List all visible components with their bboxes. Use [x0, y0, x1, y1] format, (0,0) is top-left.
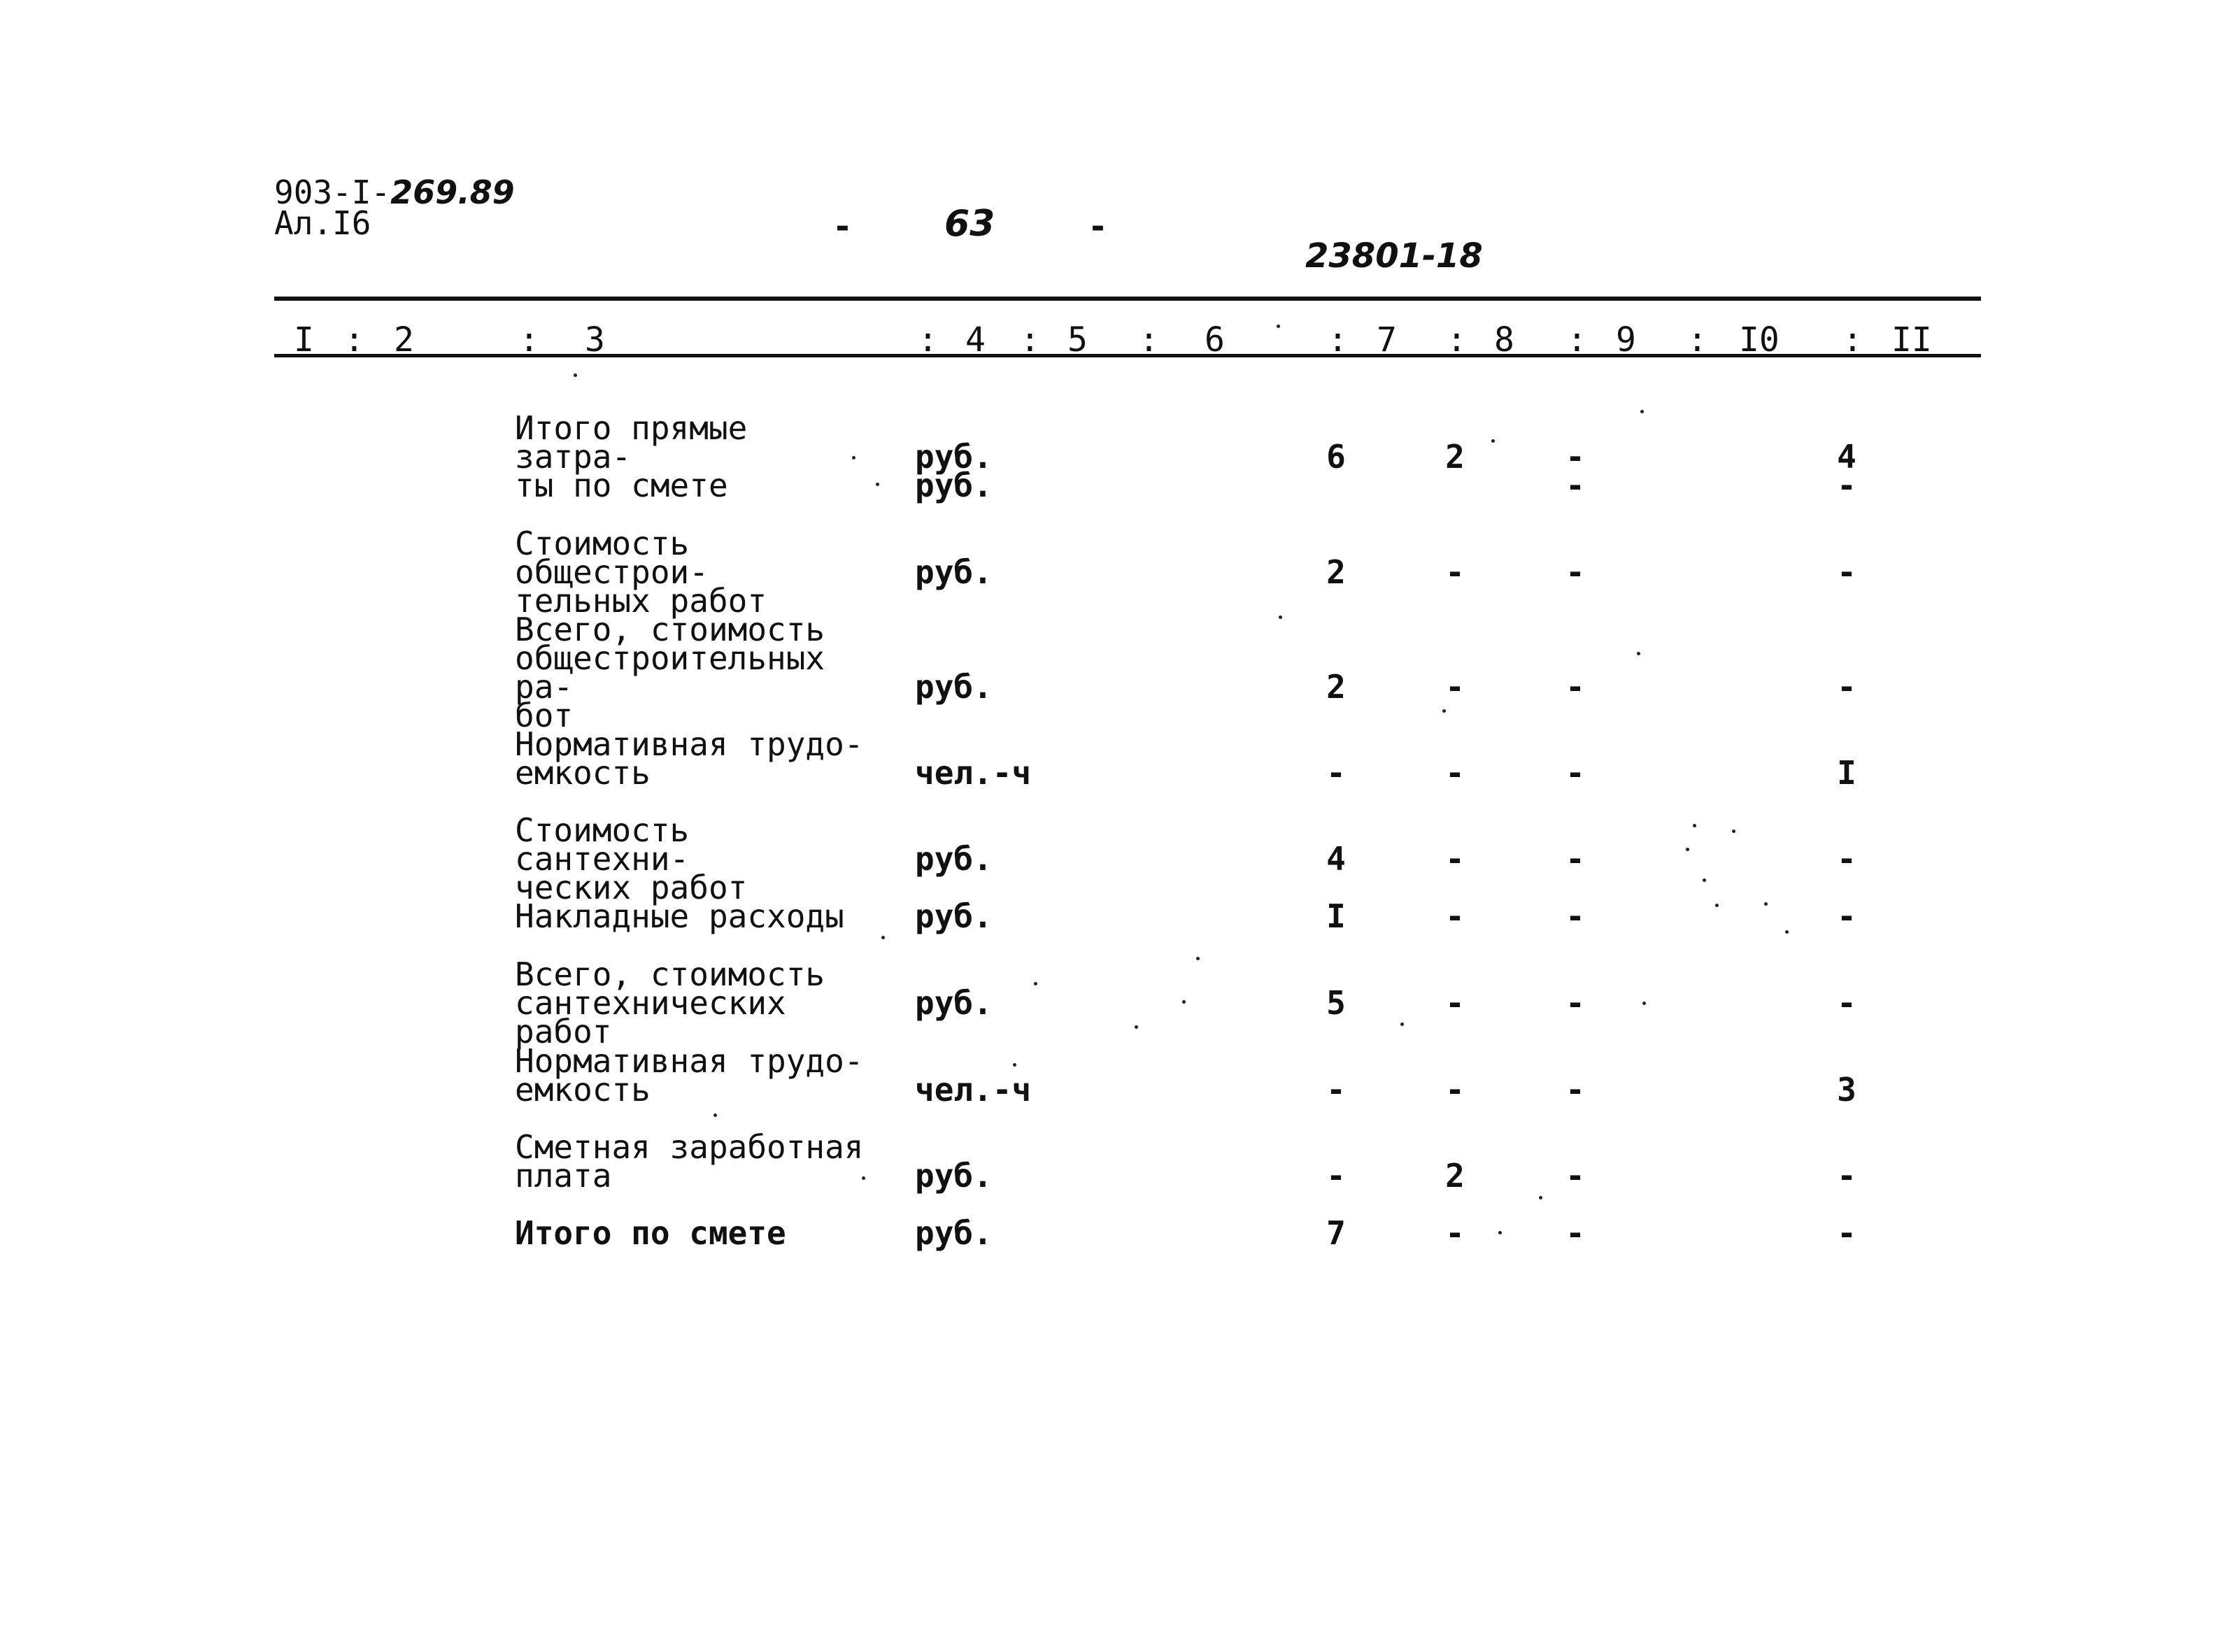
- row-col8-value: -: [1445, 840, 1465, 878]
- column-separator: :: [1139, 320, 1159, 359]
- row-col11-value: -: [1837, 984, 1856, 1022]
- scan-speck: [1034, 982, 1037, 985]
- column-header: 2: [394, 320, 414, 359]
- row-col7-value: 2: [1326, 553, 1346, 591]
- scan-speck: [574, 373, 577, 377]
- scan-speck: [1400, 1023, 1404, 1026]
- column-header: 5: [1067, 320, 1088, 359]
- column-header: 9: [1616, 320, 1636, 359]
- archive-number: 23801-18: [1305, 236, 1483, 276]
- scan-speck: [1277, 325, 1280, 328]
- row-description: Итого по смете: [515, 1214, 786, 1252]
- row-description: Стоимость общестрои- тельных работ: [515, 525, 767, 620]
- row-description: Сметная заработная плата: [515, 1128, 864, 1195]
- column-separator: :: [1447, 320, 1467, 359]
- row-col11-value: 4: [1837, 438, 1856, 476]
- row-col8-value: -: [1445, 553, 1465, 591]
- scan-speck: [1703, 878, 1706, 882]
- scan-speck: [1693, 824, 1696, 827]
- scan-speck: [1279, 615, 1282, 619]
- row-col9-value: -: [1565, 840, 1585, 878]
- page-number-dash-left: -: [832, 207, 853, 246]
- scan-speck: [876, 483, 879, 486]
- row-col8-value: -: [1445, 1214, 1465, 1252]
- row-col9-value: -: [1565, 897, 1585, 935]
- scan-speck: [862, 1176, 865, 1180]
- scan-speck: [1686, 848, 1689, 851]
- column-separator: :: [519, 320, 539, 359]
- column-header: I0: [1739, 320, 1780, 359]
- row-col8-value: -: [1445, 984, 1465, 1022]
- scan-speck: [1539, 1196, 1542, 1199]
- scan-speck: [1013, 1063, 1016, 1067]
- scan-speck: [1442, 709, 1446, 713]
- row-col11-value: -: [1837, 1214, 1856, 1252]
- row-col8-value: -: [1445, 754, 1465, 792]
- row-col8-value: -: [1445, 1071, 1465, 1109]
- document-code-handwritten: 269.89: [390, 173, 515, 211]
- row-col11-value: -: [1837, 467, 1856, 504]
- scan-speck: [1642, 1002, 1646, 1005]
- page-number: 63: [944, 203, 995, 245]
- row-col11-value: -: [1837, 668, 1856, 706]
- page-number-dash-right: -: [1088, 207, 1108, 246]
- column-header: 4: [965, 320, 986, 359]
- column-separator: :: [1567, 320, 1587, 359]
- row-unit: руб.: [915, 1157, 993, 1195]
- row-col9-value: -: [1565, 553, 1585, 591]
- row-unit: руб.: [915, 668, 993, 706]
- column-separator: :: [1328, 320, 1348, 359]
- column-header: 8: [1494, 320, 1514, 359]
- scan-speck: [1182, 1000, 1186, 1004]
- row-col9-value: -: [1565, 1157, 1585, 1195]
- row-col7-value: -: [1326, 1157, 1346, 1195]
- scan-speck: [1637, 652, 1640, 655]
- row-unit: руб.: [915, 897, 993, 935]
- scan-speck: [1640, 410, 1644, 413]
- scan-speck: [1135, 1025, 1138, 1029]
- column-header: II: [1891, 320, 1932, 359]
- column-separator: :: [1020, 320, 1040, 359]
- column-header: 6: [1205, 320, 1225, 359]
- row-description: Всего, стоимость общестроительных ра- бот: [515, 611, 825, 734]
- row-col9-value: -: [1565, 754, 1585, 792]
- album-number: Ал.I6: [274, 204, 371, 242]
- row-description: Накладные расходы: [515, 897, 844, 935]
- scan-speck: [1196, 957, 1200, 960]
- row-unit: руб.: [915, 438, 993, 476]
- column-separator: :: [344, 320, 364, 359]
- row-col7-value: 4: [1326, 840, 1346, 878]
- row-unit: руб.: [915, 553, 993, 591]
- column-header: I: [294, 320, 314, 359]
- row-col7-value: -: [1326, 754, 1346, 792]
- scan-speck: [1732, 829, 1735, 833]
- row-col7-value: I: [1326, 897, 1346, 935]
- row-description: Нормативная трудо- емкость: [515, 1042, 864, 1109]
- row-col8-value: 2: [1445, 438, 1465, 476]
- column-separator: :: [918, 320, 938, 359]
- row-col11-value: -: [1837, 840, 1856, 878]
- row-col9-value: -: [1565, 467, 1585, 504]
- scan-speck: [1785, 930, 1789, 934]
- row-col11-value: -: [1837, 897, 1856, 935]
- row-unit: руб.: [915, 1214, 993, 1252]
- scan-speck: [1764, 902, 1768, 906]
- scan-speck: [713, 1113, 717, 1117]
- row-description: Нормативная трудо- емкость: [515, 725, 864, 792]
- column-header: 7: [1377, 320, 1397, 359]
- row-unit: руб.: [915, 840, 993, 878]
- column-header: 3: [585, 320, 605, 359]
- row-col11-value: -: [1837, 553, 1856, 591]
- row-unit: чел.-ч: [915, 1071, 1032, 1109]
- row-col8-value: -: [1445, 897, 1465, 935]
- row-col8-value: 2: [1445, 1157, 1465, 1195]
- row-unit: руб.: [915, 984, 993, 1022]
- table-top-rule: [274, 297, 1981, 301]
- row-col7-value: 6: [1326, 438, 1346, 476]
- column-separator: :: [1842, 320, 1863, 359]
- row-col7-value: 7: [1326, 1214, 1346, 1252]
- row-col9-value: -: [1565, 668, 1585, 706]
- scan-speck: [881, 936, 885, 939]
- row-description: Итого прямые затра- ты по смете: [515, 409, 748, 504]
- row-unit: руб.: [915, 467, 993, 504]
- row-col9-value: -: [1565, 984, 1585, 1022]
- row-col9-value: -: [1565, 1071, 1585, 1109]
- scan-speck: [1498, 1231, 1502, 1234]
- row-col11-value: I: [1837, 754, 1856, 792]
- row-col9-value: -: [1565, 438, 1585, 476]
- row-description: Всего, стоимость сантехнических работ: [515, 955, 825, 1051]
- row-description: Стоимость сантехни- ческих работ: [515, 811, 748, 906]
- column-separator: :: [1687, 320, 1707, 359]
- scan-speck: [1715, 904, 1719, 907]
- row-unit: чел.-ч: [915, 754, 1032, 792]
- document-code-printed: 903-I-: [274, 173, 391, 211]
- scan-speck: [852, 456, 855, 460]
- row-col11-value: 3: [1837, 1071, 1856, 1109]
- row-col8-value: -: [1445, 668, 1465, 706]
- row-col11-value: -: [1837, 1157, 1856, 1195]
- row-col9-value: -: [1565, 1214, 1585, 1252]
- row-col7-value: 2: [1326, 668, 1346, 706]
- row-col7-value: -: [1326, 1071, 1346, 1109]
- row-col7-value: 5: [1326, 984, 1346, 1022]
- scan-speck: [1491, 439, 1495, 443]
